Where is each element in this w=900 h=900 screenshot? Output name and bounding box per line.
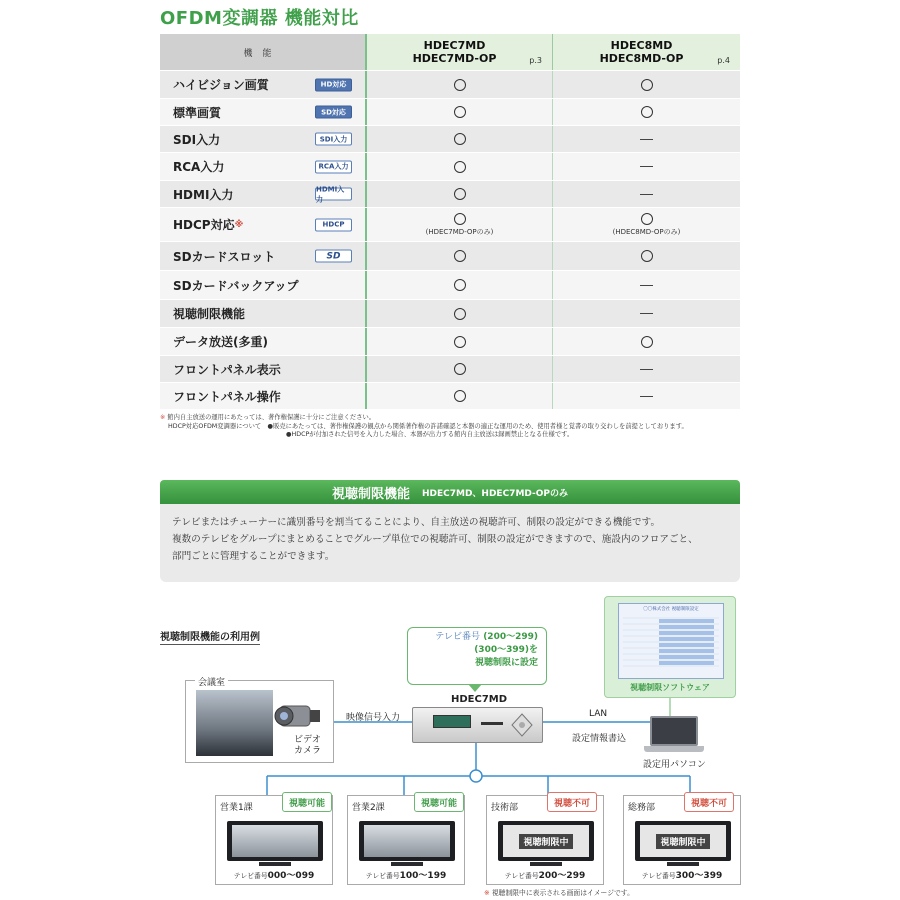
status-badge: 視聴可能	[282, 792, 332, 812]
setting-write-label: 設定情報書込	[572, 734, 627, 744]
note-line-2: ●販売にあたっては、著作権保護の観点から関係著作権の許諾確認と本器の適正な運用のため、使用者様と覚書の取り交わしを前提としております。	[267, 422, 688, 430]
note-line-2-head: HDCP対応OFDM変調器について	[168, 422, 262, 430]
model-2-name: HDEC8MD	[610, 39, 673, 52]
dept-name: 総務部	[628, 803, 656, 813]
tv-screen	[503, 825, 589, 857]
tv-stand	[259, 862, 291, 866]
feature-line: 複数のテレビをグループにまとめることでグループ単位での視聴許可、制限の設定ができますので、施設内のフロアごと、	[172, 534, 698, 545]
tv-icon	[359, 821, 455, 861]
model-1-page: p.3	[529, 56, 542, 65]
feature-label: フロントパネル操作	[173, 389, 281, 404]
device-label: HDEC7MD	[451, 694, 508, 705]
video-camera-icon	[272, 698, 324, 734]
note-mark: ※	[160, 414, 166, 421]
pc-label: 設定用パソコン	[643, 760, 706, 770]
video-input-label: 映像信号入力	[346, 713, 401, 723]
feature-label: SDカードバックアップ	[173, 278, 299, 293]
feature-badge: SD	[315, 250, 352, 263]
tv-screen	[232, 825, 318, 857]
tv-icon	[227, 821, 323, 861]
tv-number: テレビ番号100〜199	[365, 871, 447, 881]
feature-badge: SDI入力	[315, 133, 352, 146]
lan-label: LAN	[589, 709, 608, 719]
feature-label: 標準画質	[173, 105, 222, 120]
software-screen	[618, 603, 724, 679]
restricted-screen-text: 視聴制限中	[519, 834, 572, 849]
tv-stand	[667, 862, 699, 866]
note-line-1: 館内自主放送の運用にあたっては、著作権保護に十分にご注意ください。	[167, 414, 376, 421]
tv-number: テレビ番号200〜299	[504, 871, 586, 881]
hub-node	[470, 770, 482, 782]
tv-number: テレビ番号000〜099	[233, 871, 315, 881]
device-display	[433, 715, 471, 728]
restricted-screen-text: 視聴制限中	[656, 834, 709, 849]
dept-name: 営業2課	[352, 803, 385, 813]
status-badge: 視聴可能	[414, 792, 464, 812]
feature-badge: SD対応	[315, 106, 352, 119]
feature-badge: HD対応	[315, 78, 352, 91]
tv-stand	[391, 862, 423, 866]
callout-action: 視聴制限に設定	[474, 658, 538, 668]
restriction-software	[604, 596, 736, 698]
camera-label-1: ビデオ	[294, 735, 321, 745]
dept-engineering	[486, 795, 604, 885]
hdcp-note-mark: ※	[234, 219, 244, 230]
feature-title: 視聴制限機能	[331, 486, 410, 502]
dept-sales-1	[215, 795, 333, 885]
feature-label: SDI入力	[173, 132, 221, 147]
feature-badge: RCA入力	[315, 160, 352, 173]
model-1-variant: HDEC7MD-OP	[412, 52, 497, 65]
dept-sales-2	[347, 795, 465, 885]
feature-subtitle: HDEC7MD、HDEC7MD-OPのみ	[421, 488, 569, 499]
footnote-text: 視聴制限中に表示される画面はイメージです。	[491, 889, 634, 897]
cell-note: (HDEC7MD-OPのみ)	[425, 227, 494, 236]
feature-label: RCA入力	[173, 160, 225, 174]
feature-label: データ放送(多重)	[173, 335, 268, 349]
tv-icon	[635, 821, 731, 861]
dept-name: 営業1課	[220, 803, 253, 813]
laptop-base	[644, 746, 704, 752]
software-window-title: 〇〇株式会社 視聴制限設定	[643, 607, 699, 612]
tv-screen	[640, 825, 726, 857]
usage-title: 視聴制限機能の利用例	[160, 628, 260, 645]
feature-label: 視聴制限機能	[173, 307, 246, 321]
feature-label: フロントパネル表示	[173, 362, 281, 377]
dept-general-affairs	[623, 795, 741, 885]
software-label: 視聴制限ソフトウェア	[630, 683, 710, 692]
meeting-photo	[196, 690, 273, 756]
tv-icon	[498, 821, 594, 861]
device-keypad-icon	[511, 713, 533, 737]
feature-badge: HDCP	[315, 218, 352, 231]
feature-line: テレビまたはチューナーに識別番号を割当てることにより、自主放送の視聴許可、制限の設定ができる機能です。	[172, 517, 661, 528]
model-1-name: HDEC7MD	[423, 39, 486, 52]
status-badge: 視聴不可	[547, 792, 597, 812]
tv-number: テレビ番号300〜399	[641, 871, 723, 881]
camera-label-2: カメラ	[294, 746, 322, 756]
feature-line: 部門ごとに管理することができます。	[172, 551, 335, 562]
tv-stand	[530, 862, 562, 866]
note-line-3: ●HDCPが付加された信号を入力した場合、本器が出力する館内自主放送は録画禁止となる仕様です。	[286, 431, 574, 438]
sd-slot	[481, 722, 503, 725]
feature-label: HDCP対応	[173, 218, 235, 232]
feature-badge: HDMI入力	[315, 188, 352, 201]
footnote-mark: ※	[484, 889, 490, 897]
callout-range-2: (300〜399)を	[474, 645, 538, 655]
header-feature: 機能	[160, 34, 365, 70]
software-grid-icon	[619, 614, 723, 678]
dept-name: 技術部	[491, 803, 519, 813]
feature-label: HDMI入力	[173, 187, 234, 202]
restriction-callout	[407, 627, 547, 685]
cell-note: (HDEC8MD-OPのみ)	[612, 227, 681, 236]
room-label: 会議室	[195, 675, 228, 688]
modulator-device	[412, 707, 543, 743]
model-2-variant: HDEC8MD-OP	[599, 52, 684, 65]
tv-screen	[364, 825, 450, 857]
laptop-icon	[650, 716, 698, 746]
page-title: OFDM変調器 機能対比	[160, 8, 359, 29]
model-2-page: p.4	[717, 56, 730, 65]
footnote	[484, 887, 634, 897]
feature-label: ハイビジョン画質	[173, 78, 269, 92]
feature-label: SDカードスロット	[173, 249, 276, 264]
callout-range-1: (200〜299)	[483, 632, 538, 642]
status-badge: 視聴不可	[684, 792, 734, 812]
callout-prefix: テレビ番号	[435, 632, 481, 642]
camera-label	[294, 735, 321, 757]
